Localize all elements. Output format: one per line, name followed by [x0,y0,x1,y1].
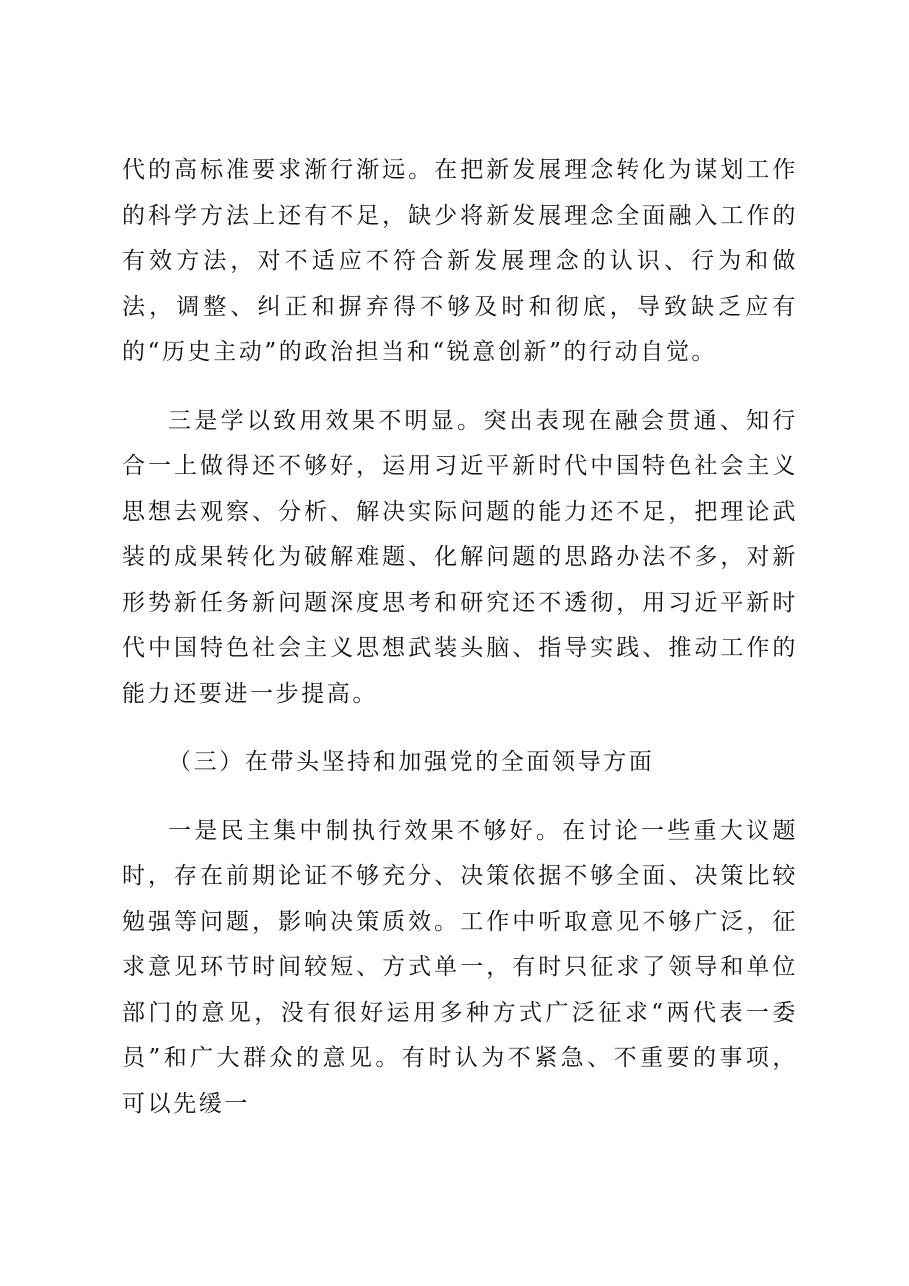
paragraph-point-three: 三是学以致用效果不明显。突出表现在融会贯通、知行合一上做得还不够好，运用习近平新时代中国特色社会主义思想去观察、分析、解决实际问题的能力还不足，把理论武装的成果转化为破解难题、化解问题的思路办法不多，对新形势新任务新问题深度思考和研究还不透彻，用习近平新时代中国特色社会主义思想武装头脑、指导实践、推动工作的能力还要进一步提高。 [122,407,798,707]
paragraph-continuation: 代的高标准要求渐行渐远。在把新发展理念转化为谋划工作的科学方法上还有不足，缺少将新发展理念全面融入工作的有效方法，对不适应不符合新发展理念的认识、行为和做法，调整、纠正和摒弃得不够及时和彻底，导致缺乏应有的“历史主动”的政治担当和“锐意创新”的行动自觉。 [122,157,798,365]
paragraph-point-one: 一是民主集中制执行效果不够好。在讨论一些重大议题时，存在前期论证不够充分、决策依据不够全面、决策比较勉强等问题，影响决策质效。工作中听取意见不够广泛，征求意见环节时间较短、方式单一，有时只征求了领导和单位部门的意见，没有很好运用多种方式广泛征求“两代表一委员”和广大群众的意见。有时认为不紧急、不重要的事项，可以先缓一 [122,817,798,1117]
section-heading: （三）在带头坚持和加强党的全面领导方面 [168,749,655,775]
document-body [122,148,798,1127]
